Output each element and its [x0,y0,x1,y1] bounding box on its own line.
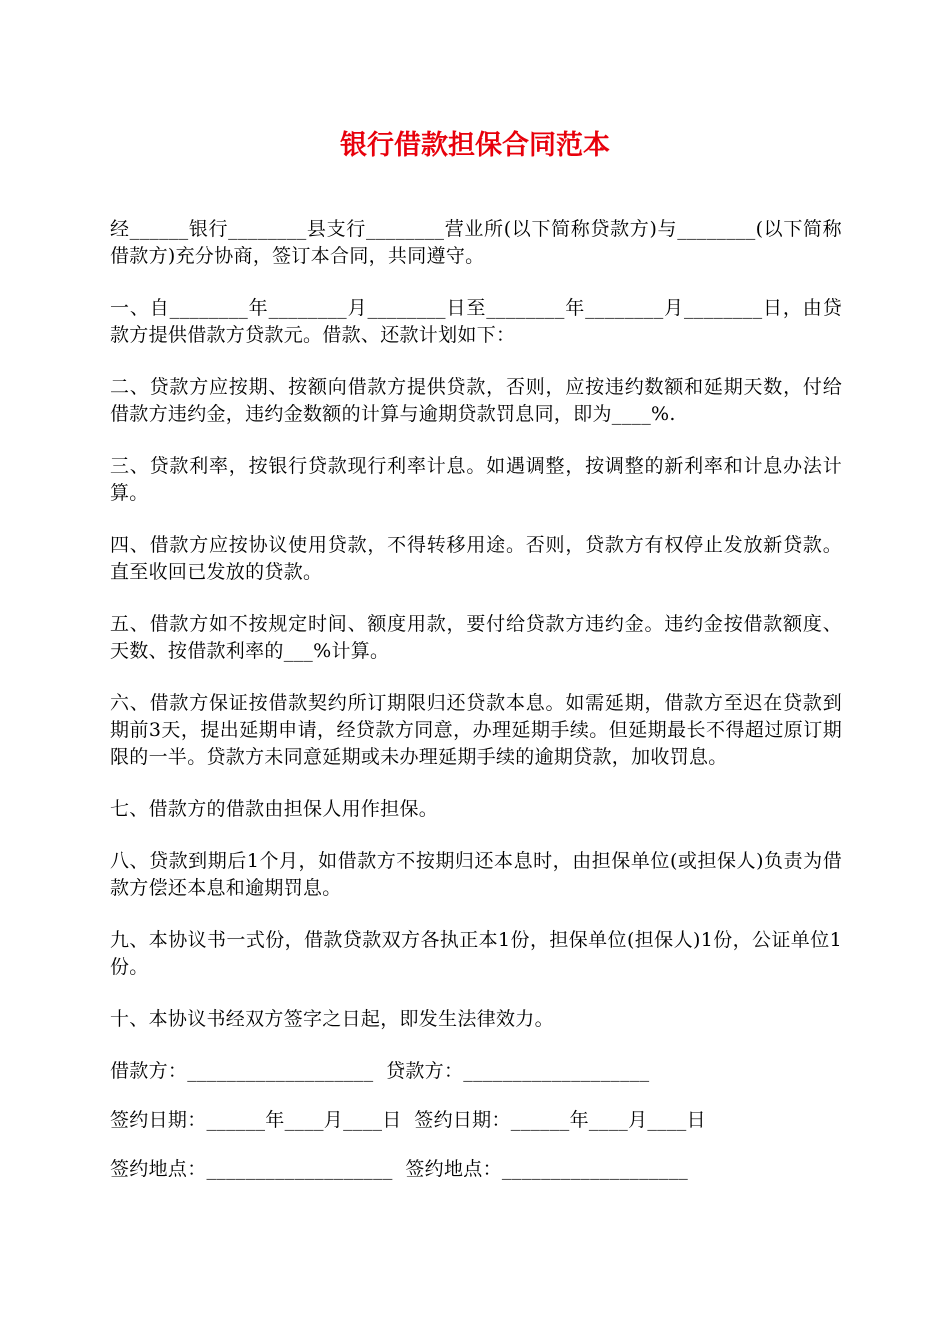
signature-parties-line: 借款方：___________________ 贷款方：___________________ [110,1060,650,1082]
clause-1: 一、自________年________月________日至________年________月________日，由贷款方提供借款方贷款元。借款、还款计划如下： [110,297,842,346]
clause-8: 八、贷款到期后1个月，如借款方不按期归还本息时，由担保单位(或担保人)负责为借款方偿还本息和逾期罚息。 [110,850,842,899]
page-title: 银行借款担保合同范本 [340,130,610,161]
clause-4: 四、借款方应按协议使用贷款，不得转移用途。否则，贷款方有权停止发放新贷款。直至收回已发放的贷款。 [110,534,842,583]
clause-5: 五、借款方如不按规定时间、额度用款，要付给贷款方违约金。违约金按借款额度、天数、按借款利率的___%计算。 [110,613,842,662]
clause-9: 九、本协议书一式份，借款贷款双方各执正本1份，担保单位(担保人)1份，公证单位1份。 [110,929,842,978]
signature-date-line: 签约日期：______年____月____日 签约日期：______年____月____日 [110,1109,706,1131]
contract-body [110,216,842,1205]
clause-7: 七、借款方的借款由担保人用作担保。 [110,798,439,820]
clause-10: 十、本协议书经双方签字之日起，即发生法律效力。 [110,1008,554,1030]
signature-place-line: 签约地点：___________________ 签约地点：___________________ [110,1158,689,1180]
clause-3: 三、贷款利率，按银行贷款现行利率计息。如遇调整，按调整的新利率和计息办法计算。 [110,455,842,504]
clause-6: 六、借款方保证按借款契约所订期限归还贷款本息。如需延期，借款方至迟在贷款到期前3天，提出延期申请，经贷款方同意，办理延期手续。但延期最长不得超过原订期限的一半。贷款方未同意延期或未办理延期手续的逾期贷款，加收罚息。 [110,692,842,768]
clause-2: 二、贷款方应按期、按额向借款方提供贷款，否则，应按违约数额和延期天数，付给借款方违约金，违约金数额的计算与逾期贷款罚息同，即为____%. [110,376,842,425]
paragraph-intro: 经______银行________县支行________营业所(以下简称贷款方)与________(以下简称借款方)充分协商，签订本合同，共同遵守。 [110,218,842,267]
